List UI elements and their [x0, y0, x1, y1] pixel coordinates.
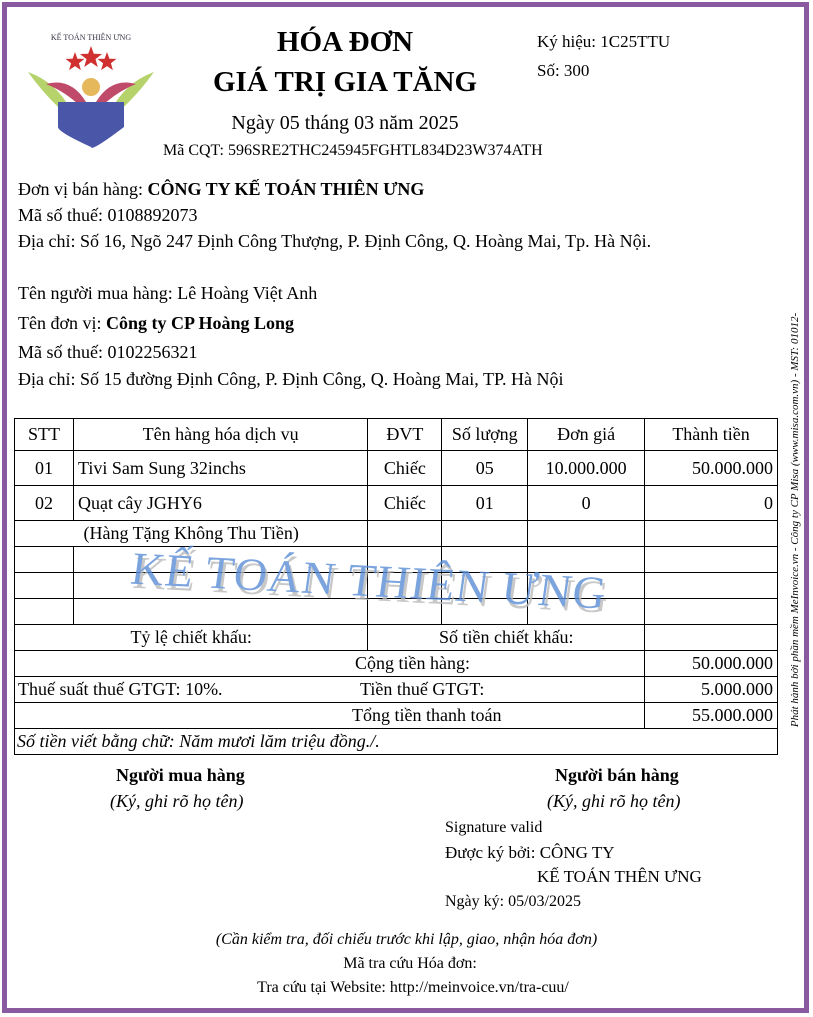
discount-rate: Tỷ lệ chiết khấu:	[15, 625, 368, 651]
buyer-company: Công ty CP Hoàng Long	[106, 313, 295, 333]
buyer-address: Địa chỉ: Số 15 đường Định Công, P. Định Công, Q. Hoàng Mai, TP. Hà Nội	[18, 369, 564, 389]
cell-amount: 0	[645, 486, 778, 521]
seller-name	[18, 179, 424, 200]
vat-label: Tiền thuế GTGT:	[360, 679, 485, 699]
seller-company: CÔNG TY KẾ TOÁN THIÊN ƯNG	[147, 179, 425, 199]
vat-value: 5.000.000	[645, 677, 778, 703]
buyer-tax: Mã số thuế: 0102256321	[18, 342, 198, 362]
col-header: Đơn giá	[528, 419, 645, 451]
cell-stt: 02	[15, 486, 74, 521]
items-table	[14, 418, 778, 755]
signed-by-company: KẾ TOÁN THÊN ƯNG	[537, 867, 702, 886]
table-row-note	[15, 521, 778, 547]
invoice-date: Ngày 05 tháng 03 năm 2025	[231, 112, 459, 134]
buyer-sign-hint: (Ký, ghi rõ họ tên)	[110, 791, 244, 811]
cell-qty: 01	[442, 486, 528, 521]
seller-label: Đơn vị bán hàng:	[18, 179, 148, 199]
lookup-code: Mã tra cứu Hóa đơn:	[343, 955, 477, 972]
cqt-code: Mã CQT: 596SRE2THC245945FGHTL834D23W374ATH	[163, 142, 543, 159]
lookup-website: Tra cứu tại Website: http://meinvoice.vn/tra-cuu/	[257, 979, 569, 996]
seller-sign-title: Người bán hàng	[555, 765, 679, 785]
seller-address: Địa chỉ: Số 16, Ngõ 247 Định Công Thượng, P. Định Công, Q. Hoàng Mai, Tp. Hà Nội.	[18, 231, 652, 251]
publisher-note: Phát hành bởi phần mềm MeInvoice.vn - Công ty CP Misa (www.misa.com.vn) - MST: 01012-	[789, 312, 801, 728]
table-row	[15, 486, 778, 521]
subtotal-value: 50.000.000	[645, 651, 778, 677]
words-row	[15, 729, 778, 755]
cell-name: Quạt cây JGHY6	[73, 486, 367, 521]
invoice-number: Số: 300	[537, 61, 590, 80]
col-header: Tên hàng hóa dịch vụ	[73, 419, 367, 451]
seller-sign-hint: (Ký, ghi rõ họ tên)	[547, 791, 681, 811]
sign-date: Ngày ký: 05/03/2025	[445, 893, 581, 910]
table-header	[15, 419, 778, 451]
invoice-symbol: Ký hiệu: 1C25TTU	[537, 32, 671, 51]
cell-name: Tivi Sam Sung 32inchs	[73, 451, 367, 486]
cell-unit: Chiếc	[368, 486, 442, 521]
col-header: Số lượng	[442, 419, 528, 451]
subtotal-label: Cộng tiền hàng:	[15, 651, 645, 677]
seller-tax: Mã số thuế: 0108892073	[18, 205, 198, 225]
vat-row	[15, 677, 778, 703]
table-row	[15, 451, 778, 486]
buyer-unit	[18, 313, 294, 334]
buyer-person: Tên người mua hàng: Lê Hoàng Việt Anh	[18, 283, 318, 303]
signature-valid: Signature valid	[445, 819, 543, 836]
amount-in-words: Số tiền viết bằng chữ: Năm mươi lăm triệu đồng./.	[15, 729, 778, 755]
total-label: Tổng tiền thanh toán	[15, 703, 645, 729]
discount-row	[15, 625, 778, 651]
check-note: (Cần kiểm tra, đối chiếu trước khi lập, giao, nhận hóa đơn)	[215, 931, 598, 948]
discount-amount: Số tiền chiết khấu:	[368, 625, 645, 651]
signed-by: Được ký bởi: CÔNG TY	[445, 843, 615, 862]
cell-qty: 05	[442, 451, 528, 486]
cell-amount: 50.000.000	[645, 451, 778, 486]
gift-note: (Hàng Tặng Không Thu Tiền)	[15, 521, 368, 547]
subtotal-row	[15, 651, 778, 677]
cell-unit: Chiếc	[368, 451, 442, 486]
table-row-empty	[15, 547, 778, 573]
col-header: STT	[15, 419, 74, 451]
watermark: KẾ TOÁN THIÊN ƯNG	[127, 542, 611, 619]
vat-rate: Thuế suất thuế GTGT: 10%.	[18, 679, 223, 699]
logo-text: KẾ TOÁN THIÊN ƯNG	[50, 33, 132, 42]
cell-stt: 01	[15, 451, 74, 486]
buyer-unit-label: Tên đơn vị:	[18, 313, 107, 333]
buyer-sign-title: Người mua hàng	[116, 765, 245, 785]
cell-price: 0	[528, 486, 645, 521]
invoice-title-line2: GIÁ TRỊ GIA TĂNG	[212, 66, 478, 98]
cell-price: 10.000.000	[528, 451, 645, 486]
invoice-title-line1: HÓA ĐƠN	[276, 26, 414, 58]
table-row-empty	[15, 573, 778, 599]
col-header: ĐVT	[368, 419, 442, 451]
col-header: Thành tiền	[645, 419, 778, 451]
table-row-empty	[15, 599, 778, 625]
total-row	[15, 703, 778, 729]
total-value: 55.000.000	[645, 703, 778, 729]
